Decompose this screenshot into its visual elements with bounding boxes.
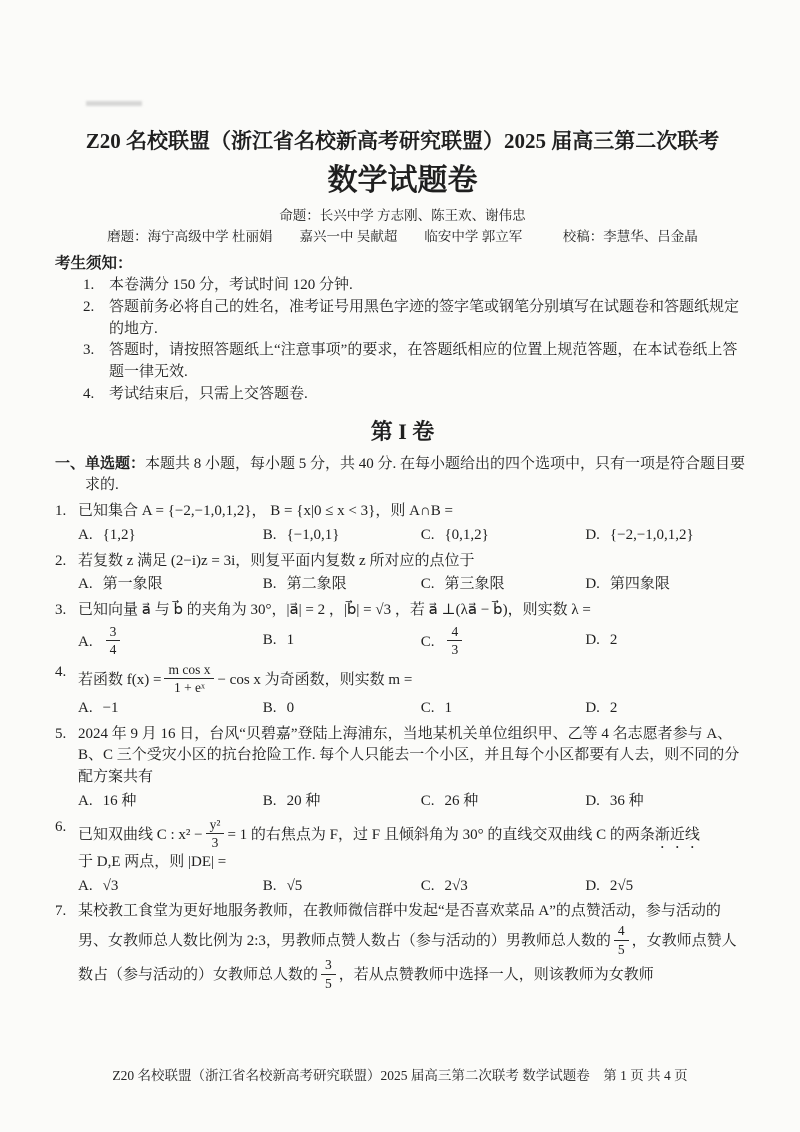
q4-option-a: A. −1 (78, 699, 119, 716)
question-7 (55, 901, 750, 991)
q5-option-d: D. 36 种 (585, 792, 644, 809)
notice-item-text: 本卷满分 150 分，考试时间 120 分钟. (109, 277, 353, 294)
question-body (78, 724, 750, 813)
question-number: 7. (55, 903, 67, 920)
question-6 (55, 817, 750, 898)
q4-option-c: C. 1 (420, 699, 452, 716)
notice-item-2 (83, 297, 750, 341)
q6-option-c: C. 2√3 (420, 877, 468, 894)
question-number: 4. (55, 663, 67, 680)
question-3 (55, 600, 750, 658)
notice-item-number: 3. (83, 342, 95, 359)
q1-option-b: B. {−1,0,1} (262, 526, 340, 543)
question-body (78, 551, 750, 597)
q6-options (78, 876, 750, 898)
q5-option-b: B. 20 种 (262, 792, 321, 809)
question-2 (55, 551, 750, 597)
q6-option-b: B. √5 (262, 877, 303, 894)
fraction: $\frac{\text{m cos x}}{\text{1 + eˣ}}$ (164, 662, 214, 696)
notice-item-number: 2. (83, 298, 95, 315)
notice-item-3 (83, 340, 750, 384)
q6-option-a: A. √3 (78, 877, 119, 894)
notice-item-number: 1. (83, 277, 95, 294)
q3-option-d: D. 2 (585, 632, 618, 648)
section-type-desc: 本题共 8 小题，每小题 5 分，共 40 分. 在每小题给出的四个选项中，只有一项是符合题目要求的. (85, 455, 746, 494)
q2-option-b: B. 第二象限 (262, 576, 347, 593)
q5-options (78, 791, 750, 813)
q1-option-a: A. {1,2} (78, 526, 136, 543)
fraction: $\frac{4}{5}$ (614, 923, 629, 957)
notice-heading: 考生须知： (55, 254, 133, 272)
q1-stem: 已知集合 A = {−2,−1,0,1,2}， B = {x|0 ≤ x < 3}，则 A∩B = (78, 503, 453, 520)
notice-item-number: 4. (83, 385, 95, 402)
question-body (78, 501, 750, 547)
q4-options (78, 698, 750, 720)
fraction: $\frac{\text{y²}}{3}$ (206, 817, 225, 851)
section-title: 第 I 卷 (370, 418, 435, 444)
question-number: 3. (55, 602, 67, 619)
q4-option-d: D. 2 (585, 699, 618, 716)
q7-stem: 某校教工食堂为更好地服务教师，在教师微信群中发起“是否喜欢菜品 A”的点赞活动，参与活动的男、女教师总人数比例为 2:3，男教师点赞人数占（参与活动的）男教师总人数的 $\frac{4}{5}$ ，女教师点赞人数占（参与活动的）女教师总人数的 $\frac{3}{5}$ ，若从点赞教师中选择一人，则该教师为女教师 (78, 903, 737, 991)
section-instruction (55, 454, 750, 498)
q5-option-c: C. 26 种 (420, 792, 479, 809)
page-footer: Z20 名校联盟（浙江省名校新高考研究联盟）2025 届高三第二次联考 数学试题卷 第 1 页 共 4 页 (112, 1068, 688, 1084)
notice-item-text: 答题时，请按照答题纸上“注意事项”的要求，在答题纸相应的位置上规范答题，在本试卷纸上答题一律无效. (109, 342, 738, 381)
q4-option-b: B. 0 (262, 699, 295, 716)
q3-stem: 已知向量 a⃗ 与 b⃗ 的夹角为 30°，|a⃗| = 2 ，|b⃗| = √3 ，若 a⃗ ⊥(λa⃗ − b⃗)，则实数 λ = (78, 602, 591, 619)
q6-option-d: D. 2√5 (585, 877, 634, 894)
scan-artifact-mark (86, 101, 142, 106)
question-body (78, 817, 750, 898)
fraction: $\frac{3}{4}$ (106, 624, 121, 658)
q4-stem: 若函数 f(x) = $\frac{\text{m cos x}}{\text{1 + eˣ}}$ − cos x 为奇函数，则实数 m = (78, 661, 413, 696)
question-body (78, 901, 750, 991)
q6-stem-line1: 已知双曲线 C : x² − $\frac{\text{y²}}{3}$ = 1 的右焦点为 F，过 F 且倾斜角为 30° 的直线交双曲线 C 的两条渐近线 (78, 816, 700, 851)
section-type-label: 一、单选题： (55, 455, 146, 472)
q1-option-d: D. {−2,−1,0,1,2} (585, 526, 694, 543)
question-4 (55, 662, 750, 720)
question-body (78, 600, 750, 658)
q2-option-a: A. 第一象限 (78, 576, 163, 593)
q2-option-c: C. 第三象限 (420, 576, 505, 593)
q5-stem: 2024 年 9 月 16 日，台风“贝碧嘉”登陆上海浦东，当地某机关单位组织甲、乙等 4 名志愿者参与 A、B、C 三个受灾小区的抗台抢险工作. 每个人只能去一个小区，并且每个小区都要有人去，则不同的分配方案共有 (78, 725, 740, 786)
question-number: 2. (55, 552, 67, 569)
q3-option-c: C. $\frac{4}{3}$ (421, 624, 586, 658)
paper-title: 数学试题卷 (327, 164, 478, 198)
q3-options (78, 624, 750, 658)
question-1 (55, 501, 750, 547)
question-body (78, 662, 750, 720)
exam-title: Z20 名校联盟（浙江省名校新高考研究联盟）2025 届高三第二次联考 (85, 129, 720, 153)
q2-options (78, 574, 750, 596)
credits-proposers: 命题：长兴中学 方志刚、陈王欢、谢伟忠 (279, 208, 526, 224)
q3-option-a: A. $\frac{3}{4}$ (78, 624, 263, 658)
question-number: 6. (55, 818, 67, 835)
notice-item-text: 答题前务必将自己的姓名，准考证号用黑色字迹的签字笔或钢笔分别填写在试题卷和答题纸规定的地方. (109, 298, 740, 337)
emphasized-term: 渐近线 (654, 826, 700, 843)
q1-option-c: C. {0,1,2} (420, 526, 489, 543)
question-number: 5. (55, 725, 67, 742)
q2-stem: 若复数 z 满足 (2−i)z = 3i，则复平面内复数 z 所对应的点位于 (78, 552, 475, 569)
notice-item-4 (83, 384, 750, 406)
credits-reviewers: 磨题：海宁高级中学 杜丽娟 嘉兴一中 吴献超 临安中学 郭立军 校稿：李慧华、吕金晶 (107, 228, 698, 244)
q5-option-a: A. 16 种 (78, 792, 137, 809)
notice-item-text: 考试结束后，只需上交答题卷. (109, 385, 308, 402)
question-5 (55, 724, 750, 813)
q2-option-d: D. 第四象限 (585, 576, 670, 593)
q6-stem-line2: 于 D,E 两点，则 |DE| = (78, 853, 227, 870)
notice-item-1 (83, 275, 750, 297)
q3-option-b: B. 1 (262, 632, 295, 648)
fraction: $\frac{3}{5}$ (321, 957, 336, 991)
question-number: 1. (55, 503, 67, 520)
q1-options (78, 525, 750, 547)
fraction: $\frac{4}{3}$ (447, 624, 462, 658)
